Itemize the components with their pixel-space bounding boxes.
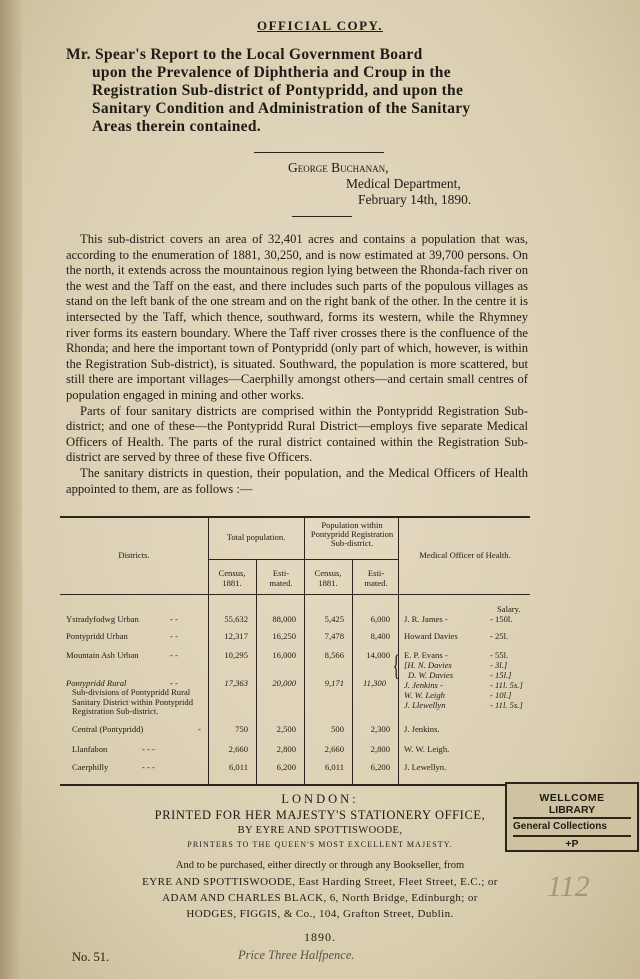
- medical-officer: J. R. James -: [404, 614, 448, 624]
- medical-officer: J. Lewellyn.: [404, 762, 447, 772]
- imprint-printers: PRINTERS TO THE QUEEN'S MOST EXCELLENT MAJESTY.: [187, 840, 453, 849]
- leader-dots: - -: [170, 650, 178, 660]
- district-name: Caerphilly: [72, 762, 109, 772]
- stamp-line: WELLCOME: [539, 792, 605, 804]
- estimated-sub: 14,000: [366, 650, 390, 660]
- estimated: 2,500: [276, 724, 296, 734]
- header-estimated: Esti- mated.: [269, 568, 293, 588]
- table-col-rule: [208, 516, 209, 784]
- header-census: Census, 1881.: [218, 568, 246, 588]
- official-copy-heading: OFFICIAL COPY.: [257, 18, 383, 33]
- medical-officer: W. W. Leigh.: [404, 744, 450, 754]
- census-1881: 17,363: [224, 678, 248, 688]
- title-line: Areas therein contained.: [92, 118, 261, 135]
- estimated: 16,000: [272, 650, 296, 660]
- estimated-sub: 6,000: [370, 614, 390, 624]
- header-census: Census, 1881.: [314, 568, 342, 588]
- salary: - 3l.]: [490, 660, 508, 670]
- estimated: 20,000: [272, 678, 296, 688]
- leader-dots: - -: [170, 678, 178, 688]
- header-total-population: Total population.: [226, 532, 286, 542]
- subdivision-note: Sub-divisions of Pontypridd Rural Sanitary District within Pontypridd Registration Sub-district.: [72, 687, 194, 716]
- imprint-printer: BY EYRE AND SPOTTISWOODE,: [237, 825, 403, 836]
- header-districts: Districts.: [118, 550, 150, 560]
- census-1881-sub: 2,660: [324, 744, 344, 754]
- leader-dots: - - -: [142, 744, 155, 754]
- imprint-publisher: EYRE AND SPOTTISWOODE, East Harding Street, Fleet Street, E.C.; or: [142, 876, 498, 888]
- estimated-sub: 8,400: [370, 631, 390, 641]
- salary: - 25l.: [490, 631, 509, 641]
- salary: - 150l.: [490, 614, 513, 624]
- salary: - 15l.]: [490, 670, 512, 680]
- title-line: Mr. Spear's Report to the Local Government Board: [66, 46, 423, 63]
- imprint-publisher: HODGES, FIGGIS, & Co., 104, Grafton Street, Dublin.: [186, 908, 454, 920]
- district-name: Llanfabon: [72, 744, 108, 754]
- leader-dots: -: [198, 724, 201, 734]
- table-rule: [60, 516, 530, 518]
- price: Price Three Halfpence.: [238, 948, 355, 962]
- signatory-department: Medical Department,: [346, 176, 461, 191]
- medical-officer: J. Jenkins -: [404, 680, 443, 690]
- header-salary: Salary.: [497, 604, 521, 614]
- district-name: Mountain Ash Urban: [66, 650, 139, 660]
- salary: - 55l.: [490, 650, 509, 660]
- leader-dots: - -: [170, 631, 178, 641]
- estimated-sub: 2,800: [370, 744, 390, 754]
- paragraph: Parts of four sanitary districts are comprised within the Pontypridd Registration Sub-district; and one of these—the Pontypridd Rural District—employs five separate Medical Officers of Health. The parts of the rural district contained within the Registration Sub-district are served by three of these five Officers.: [66, 403, 528, 465]
- pencil-shelfmark: [545, 858, 590, 908]
- medical-officer: E. P. Evans -: [404, 650, 448, 660]
- district-name: Ystradyfodwg Urban: [66, 614, 139, 624]
- salary: - 11l. 5s.]: [490, 700, 523, 710]
- medical-officer: [H. N. Davies: [404, 660, 452, 670]
- title-line: Sanitary Condition and Administration of the Sanitary: [92, 100, 471, 117]
- estimated: 6,200: [276, 762, 296, 772]
- divider: [292, 216, 352, 217]
- medical-officer: Howard Davies: [404, 631, 458, 641]
- title-line: upon the Prevalence of Diphtheria and Croup in the: [92, 64, 451, 81]
- census-1881: 2,660: [228, 744, 248, 754]
- leader-dots: - -: [170, 614, 178, 624]
- stamp-rule: [513, 817, 631, 819]
- census-1881-sub: 6,011: [324, 762, 344, 772]
- census-1881: 10,295: [224, 650, 248, 660]
- divider: [254, 152, 384, 153]
- salary: - 11l. 5s.]: [490, 680, 523, 690]
- census-1881: 55,632: [224, 614, 248, 624]
- signature-date: February 14th, 1890.: [358, 192, 472, 207]
- table-col-rule: [256, 559, 257, 784]
- pencil-shelfmark-drawing: [545, 858, 590, 908]
- census-1881-sub: 5,425: [324, 614, 344, 624]
- table-col-rule: [304, 516, 305, 784]
- salary: - 10l.]: [490, 690, 512, 700]
- estimated-sub: 11,300: [363, 678, 386, 688]
- report-title: [66, 46, 546, 136]
- medical-officer: W. W. Leigh: [404, 690, 445, 700]
- header-medical-officer: Medical Officer of Health.: [419, 550, 511, 560]
- body-text: [66, 232, 528, 497]
- stamp-line: LIBRARY: [548, 804, 596, 816]
- brace: {: [392, 649, 400, 682]
- paragraph: This sub-district covers an area of 32,401 acres and contains a population that was, according to the enumeration of 1881, 30,250, and is now estimated at 39,700 persons. On the north, it extends across the mountainous region lying between the Rhonda-fach river on the west and the Taff on the east, and there includes such parts of the populous villages as stand on the left bank of the one stream and on the right bank of the other. In the centre it is intersected by the Taff, which thence, southward, forms its western, while the Rhymney river forms its eastern boundary. Where the Taff river crosses there is the confluence of the Rhonda; and here the important town of Pontypridd (only part of which, however, is within the Registration Sub-district), is situated. Southward, the population is more scattered, but still there are important villages—Caerphilly amongst others—and certain small centres of population engaged in mining and other works.: [66, 232, 528, 402]
- stamp-rule: [513, 835, 631, 837]
- table-rule: [60, 594, 530, 595]
- header-population-within: Population within Pontypridd Registration Sub-district.: [310, 520, 394, 548]
- medical-officer: J. Jenkins.: [404, 724, 440, 734]
- document-number: No. 51.: [72, 950, 110, 964]
- title-line: Registration Sub-district of Pontypridd, and upon the: [92, 82, 464, 99]
- medical-officer: D. W. Davies: [408, 670, 454, 680]
- estimated: 88,000: [272, 614, 296, 624]
- district-name: Pontypridd Rural: [66, 678, 127, 688]
- table-rule: [60, 784, 530, 786]
- districts-table: [60, 516, 530, 786]
- census-1881-sub: 9,171: [324, 678, 344, 688]
- medical-officer: J. Llewellyn: [404, 700, 446, 710]
- census-1881: 750: [235, 724, 248, 734]
- district-name: Central (Pontypridd): [72, 724, 144, 734]
- stamp-line: +P: [565, 838, 579, 850]
- census-1881: 6,011: [228, 762, 248, 772]
- table-rule: [208, 559, 398, 560]
- estimated: 2,800: [276, 744, 296, 754]
- census-1881-sub: 500: [331, 724, 344, 734]
- library-stamp: [505, 782, 639, 852]
- leader-dots: - - -: [142, 762, 155, 772]
- signature-block: [288, 160, 471, 208]
- census-1881: 12,317: [224, 631, 248, 641]
- imprint-publisher: ADAM AND CHARLES BLACK, 6, North Bridge, Edinburgh; or: [162, 892, 478, 904]
- imprint-purchase: And to be purchased, either directly or through any Bookseller, from: [175, 860, 465, 871]
- census-1881-sub: 7,478: [324, 631, 344, 641]
- estimated-sub: 6,200: [370, 762, 390, 772]
- estimated-sub: 2,300: [370, 724, 390, 734]
- table-col-rule: [352, 559, 353, 784]
- imprint-printed: PRINTED FOR HER MAJESTY'S STATIONERY OFFICE,: [154, 808, 486, 822]
- imprint-city: LONDON:: [281, 792, 359, 806]
- census-1881-sub: 8,566: [324, 650, 344, 660]
- stamp-line: General Collections: [513, 821, 607, 832]
- district-name: Pontypridd Urban: [66, 631, 128, 641]
- paragraph: The sanitary districts in question, their population, and the Medical Officers of Health appointed to them, are as follows :—: [66, 465, 528, 496]
- signatory-name: George Buchanan,: [288, 160, 389, 175]
- pencil-shelfmark-text: 112: [547, 870, 590, 903]
- estimated: 16,250: [272, 631, 296, 641]
- imprint-year: 1890.: [304, 930, 336, 944]
- header-estimated: Esti- mated.: [364, 568, 388, 588]
